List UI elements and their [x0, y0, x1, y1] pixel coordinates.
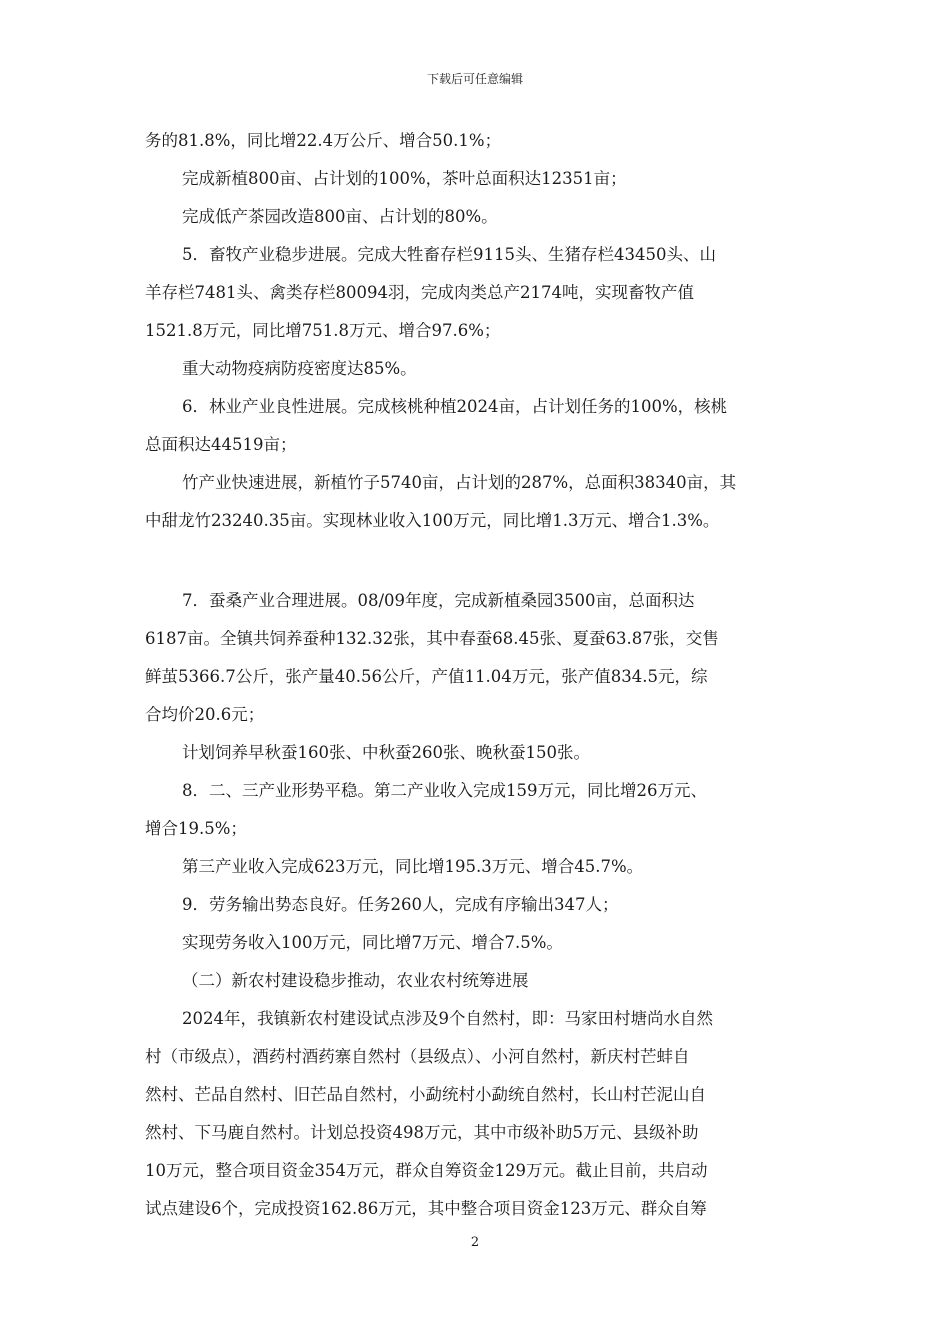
paragraph-line: 鲜茧5366.7公斤，张产量40.56公斤，产值11.04万元，张产值834.5元，综 [145, 667, 708, 686]
paragraph-line: 然村、芒品自然村、旧芒品自然村，小勐统村小勐统自然村，长山村芒泥山自 [145, 1085, 706, 1104]
paragraph-line: 中甜龙竹23240.35亩。实现林业收入100万元，同比增1.3万元、增合1.3%。 [145, 511, 720, 530]
paragraph-line: 完成低产茶园改造800亩、占计划的80%。 [182, 207, 498, 226]
paragraph-line: 8．二、三产业形势平稳。第二产业收入完成159万元，同比增26万元、 [182, 781, 707, 800]
paragraph-line: 村（市级点），酒药村酒药寨自然村（县级点）、小河自然村，新庆村芒蚌自 [145, 1047, 690, 1066]
paragraph-gap [145, 540, 807, 582]
section-heading: （二）新农村建设稳步推动，农业农村统筹进展 [182, 971, 529, 990]
paragraph-line: 计划饲养早秋蚕160张、中秋蚕260张、晚秋蚕150张。 [182, 743, 590, 762]
paragraph-line: 然村、下马鹿自然村。计划总投资498万元，其中市级补助5万元、县级补助 [145, 1123, 699, 1142]
paragraph-line: 2024年，我镇新农村建设试点涉及9个自然村，即：马家田村塘尚水自然 [182, 1009, 713, 1028]
paragraph-line: 6．林业产业良性进展。完成核桃种植2024亩，占计划任务的100%，核桃 [182, 397, 728, 416]
paragraph-line: 1521.8万元，同比增751.8万元、增合97.6%； [145, 321, 501, 340]
paragraph-line: 竹产业快速进展，新植竹子5740亩，占计划的287%，总面积38340亩，其 [182, 473, 737, 492]
page-number: 2 [470, 1235, 480, 1250]
paragraph-line: 9．劳务输出势态良好。任务260人，完成有序输出347人； [182, 895, 619, 914]
paragraph-line: 10万元，整合项目资金354万元，群众自筹资金129万元。截止目前，共启动 [145, 1161, 708, 1180]
paragraph-line: 第三产业收入完成623万元，同比增195.3万元、增合45.7%。 [182, 857, 644, 876]
paragraph-line: 总面积达44519亩； [145, 435, 297, 454]
paragraph-line: 增合19.5%； [145, 819, 247, 838]
page-header: 下载后可任意编辑 [426, 72, 523, 86]
paragraph-line: 7．蚕桑产业合理进展。08/09年度，完成新植桑园3500亩，总面积达 [182, 591, 695, 610]
paragraph-line: 5．畜牧产业稳步进展。完成大牲畜存栏9115头、生猪存栏43450头、山 [182, 245, 716, 264]
paragraph-line: 完成新植800亩、占计划的100%，茶叶总面积达12351亩； [182, 169, 627, 188]
paragraph-line: 羊存栏7481头、禽类存栏80094羽，完成肉类总产2174吨，实现畜牧产值 [145, 283, 694, 302]
paragraph-line: 试点建设6个，完成投资162.86万元，其中整合项目资金123万元、群众自筹 [145, 1199, 707, 1218]
paragraph-line: 重大动物疫病防疫密度达85%。 [182, 359, 417, 378]
paragraph-line: 务的81.8%，同比增22.4万公斤、增合50.1%； [145, 131, 502, 150]
paragraph-line: 实现劳务收入100万元，同比增7万元、增合7.5%。 [182, 933, 563, 952]
paragraph-line: 合均价20.6元； [145, 705, 265, 724]
paragraph-line: 6187亩。全镇共饲养蚕种132.32张，其中春蚕68.45张、夏蚕63.87张，交售 [145, 629, 719, 648]
document-body [145, 122, 807, 1228]
